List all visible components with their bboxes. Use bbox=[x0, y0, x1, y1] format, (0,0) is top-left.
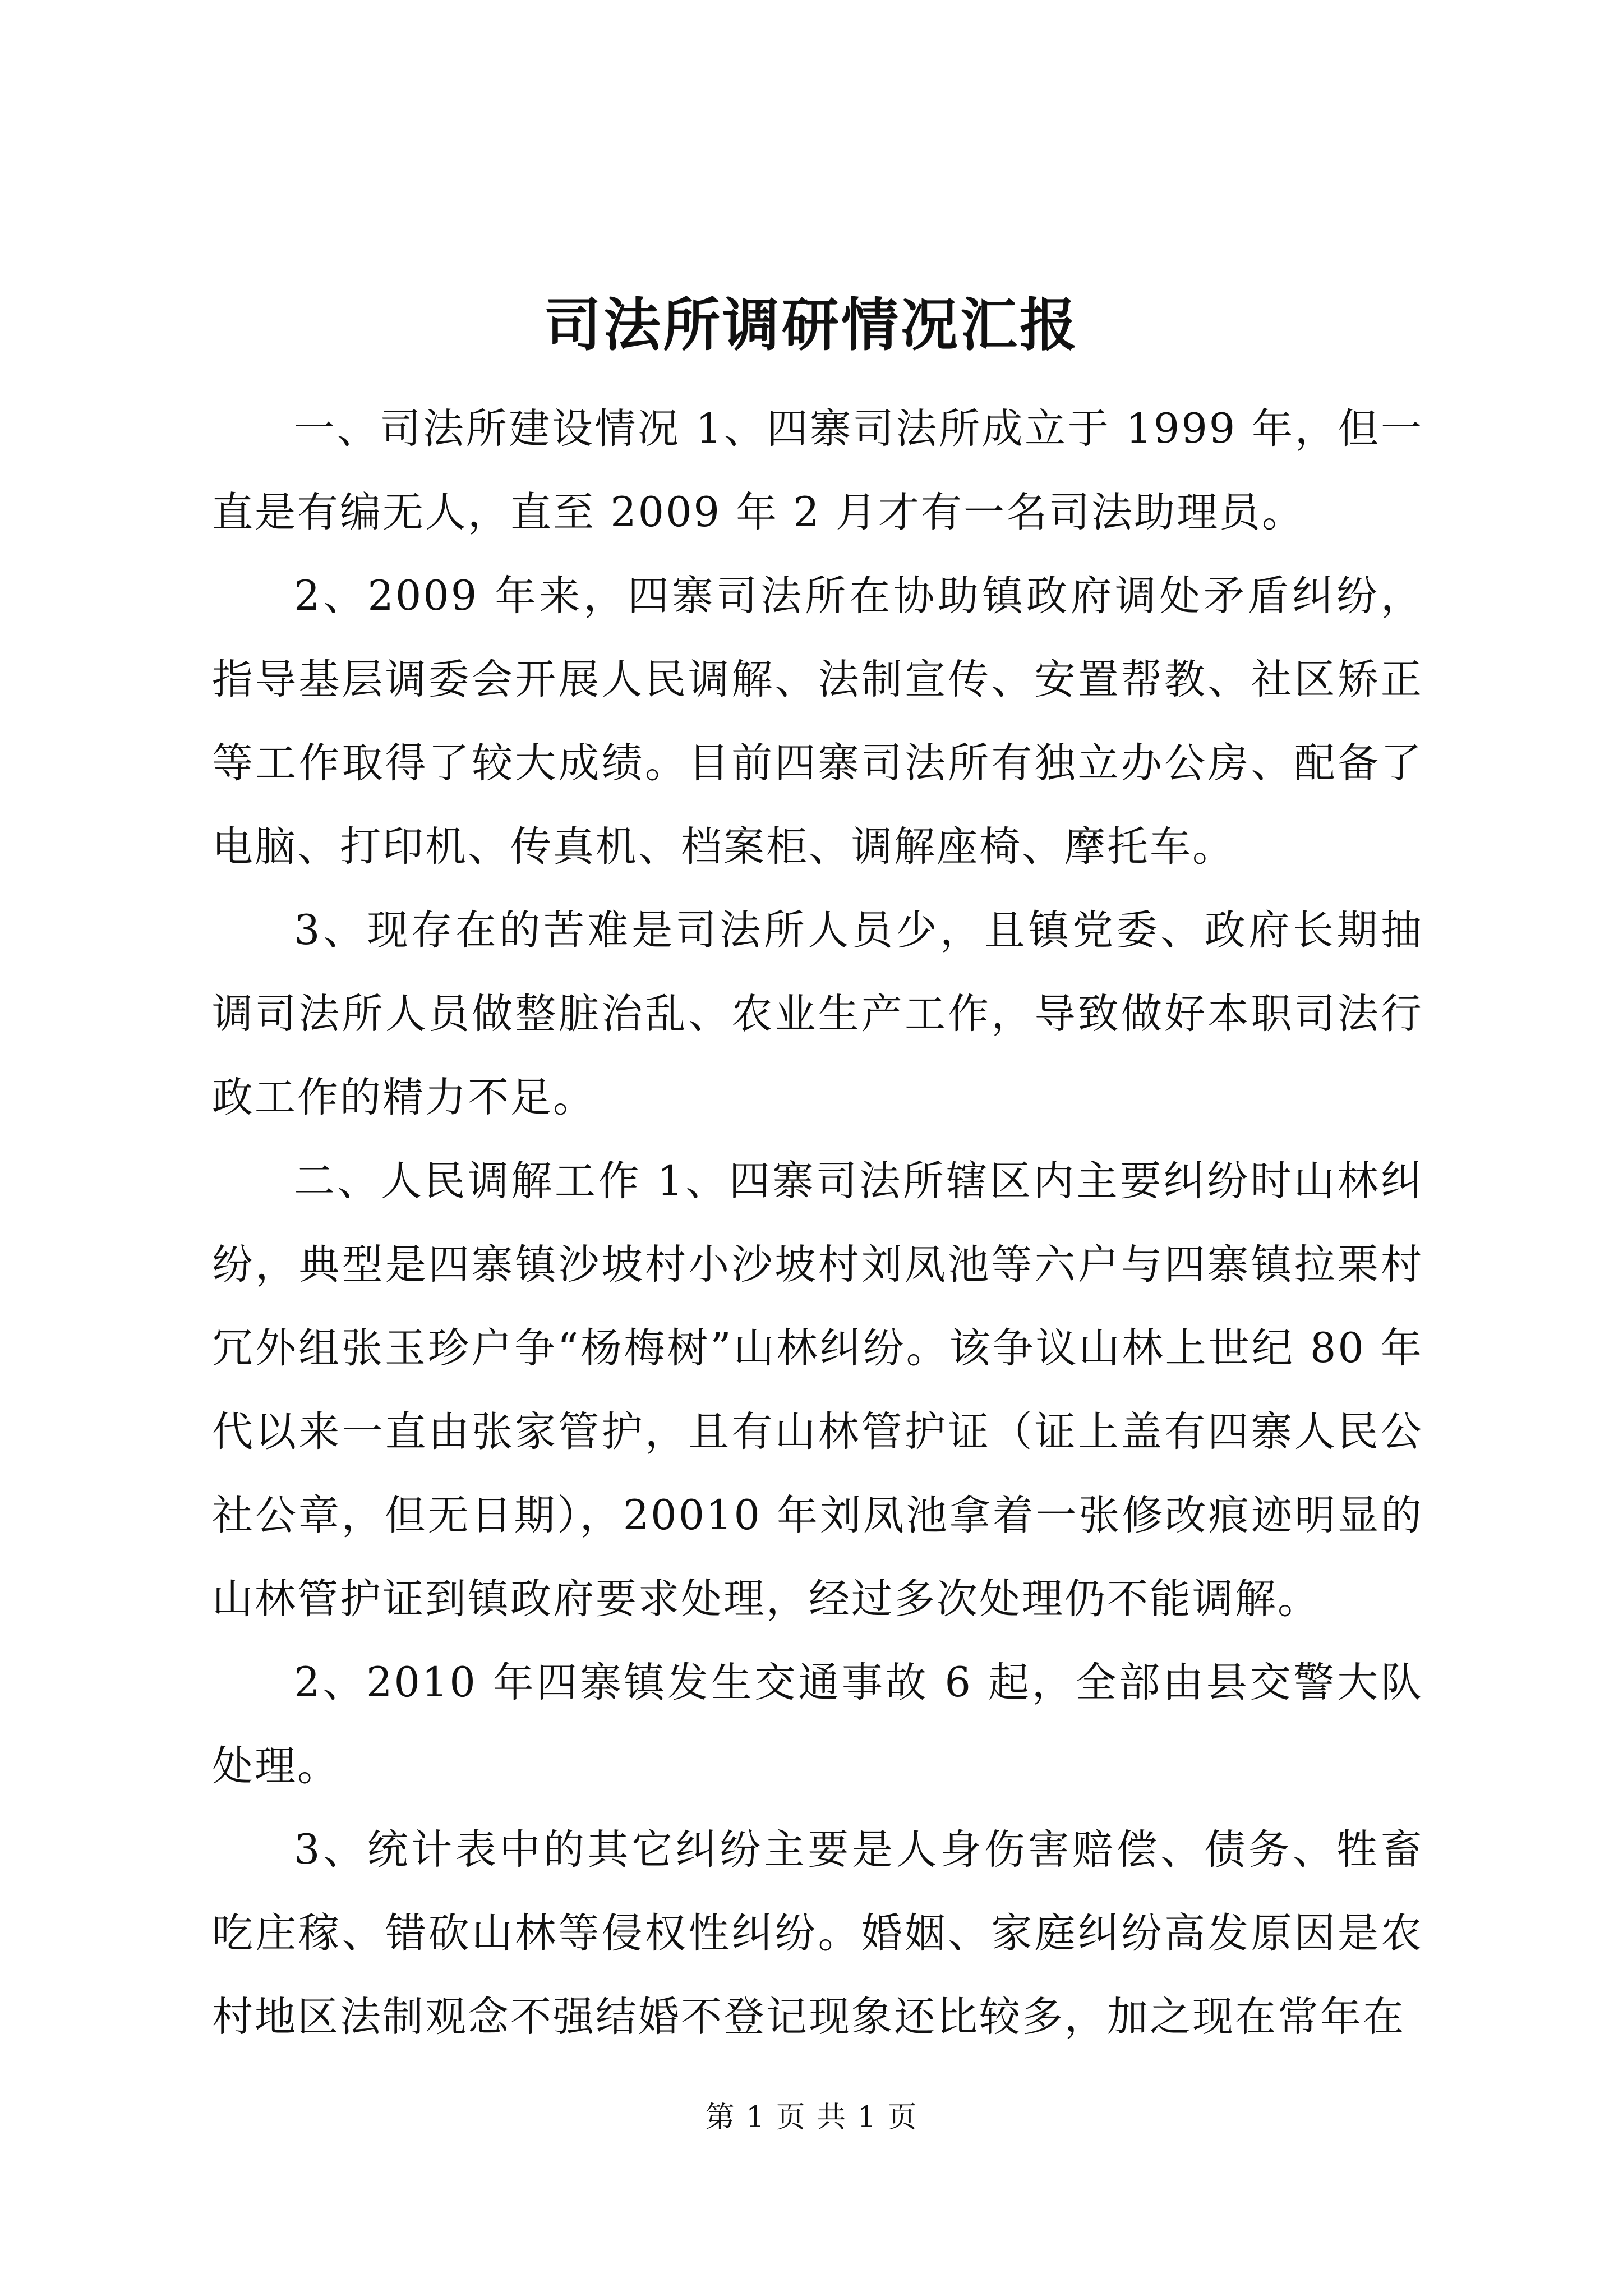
paragraph: 3、统计表中的其它纠纷主要是人身伤害赔偿、债务、牲畜吃庄稼、错砍山林等侵权性纠纷。婚姻、家庭纠纷高发原因是农村地区法制观念不强结婚不登记现象还比较多，加之现在常年在 bbox=[212, 1826, 1423, 2041]
paragraph: 2、2010 年四寨镇发生交通事故 6 起，全部由县交警大队处理。 bbox=[212, 1659, 1423, 1790]
paragraph: 2、2009 年来，四寨司法所在协助镇政府调处矛盾纠纷，指导基层调委会开展人民调解、法制宣传、安置帮教、社区矫正等工作取得了较大成绩。目前四寨司法所有独立办公房、配备了电脑、打印机、传真机、档案柜、调解座椅、摩托车。 bbox=[212, 572, 1423, 871]
paragraph: 3、现存在的苦难是司法所人员少，且镇党委、政府长期抽调司法所人员做整脏治乱、农业生产工作，导致做好本职司法行政工作的精力不足。 bbox=[212, 907, 1423, 1121]
paragraph: 二、人民调解工作 1、四寨司法所辖区内主要纠纷时山林纠纷，典型是四寨镇沙坡村小沙坡村刘凤池等六户与四寨镇拉栗村冗外组张玉珍户争“杨梅树”山林纠纷。该争议山林上世纪 80 年代以来一直由张家管护，且有山林管护证（证上盖有四寨人民公社公章，但无日期），20010 年刘凤池拿着一张修改痕迹明显的山林管护证到镇政府要求处理，经过多次处理仍不能调解。 bbox=[212, 1157, 1423, 1623]
paragraph: 一、司法所建设情况 1、四寨司法所成立于 1999 年，但一直是有编无人，直至 2009 年 2 月才有一名司法助理员。 bbox=[212, 405, 1423, 536]
document-title: 司法所调研情况汇报 bbox=[544, 292, 1079, 359]
page-footer: 第 1 页 共 1 页 bbox=[705, 2101, 918, 2134]
document-body bbox=[212, 387, 1423, 2059]
